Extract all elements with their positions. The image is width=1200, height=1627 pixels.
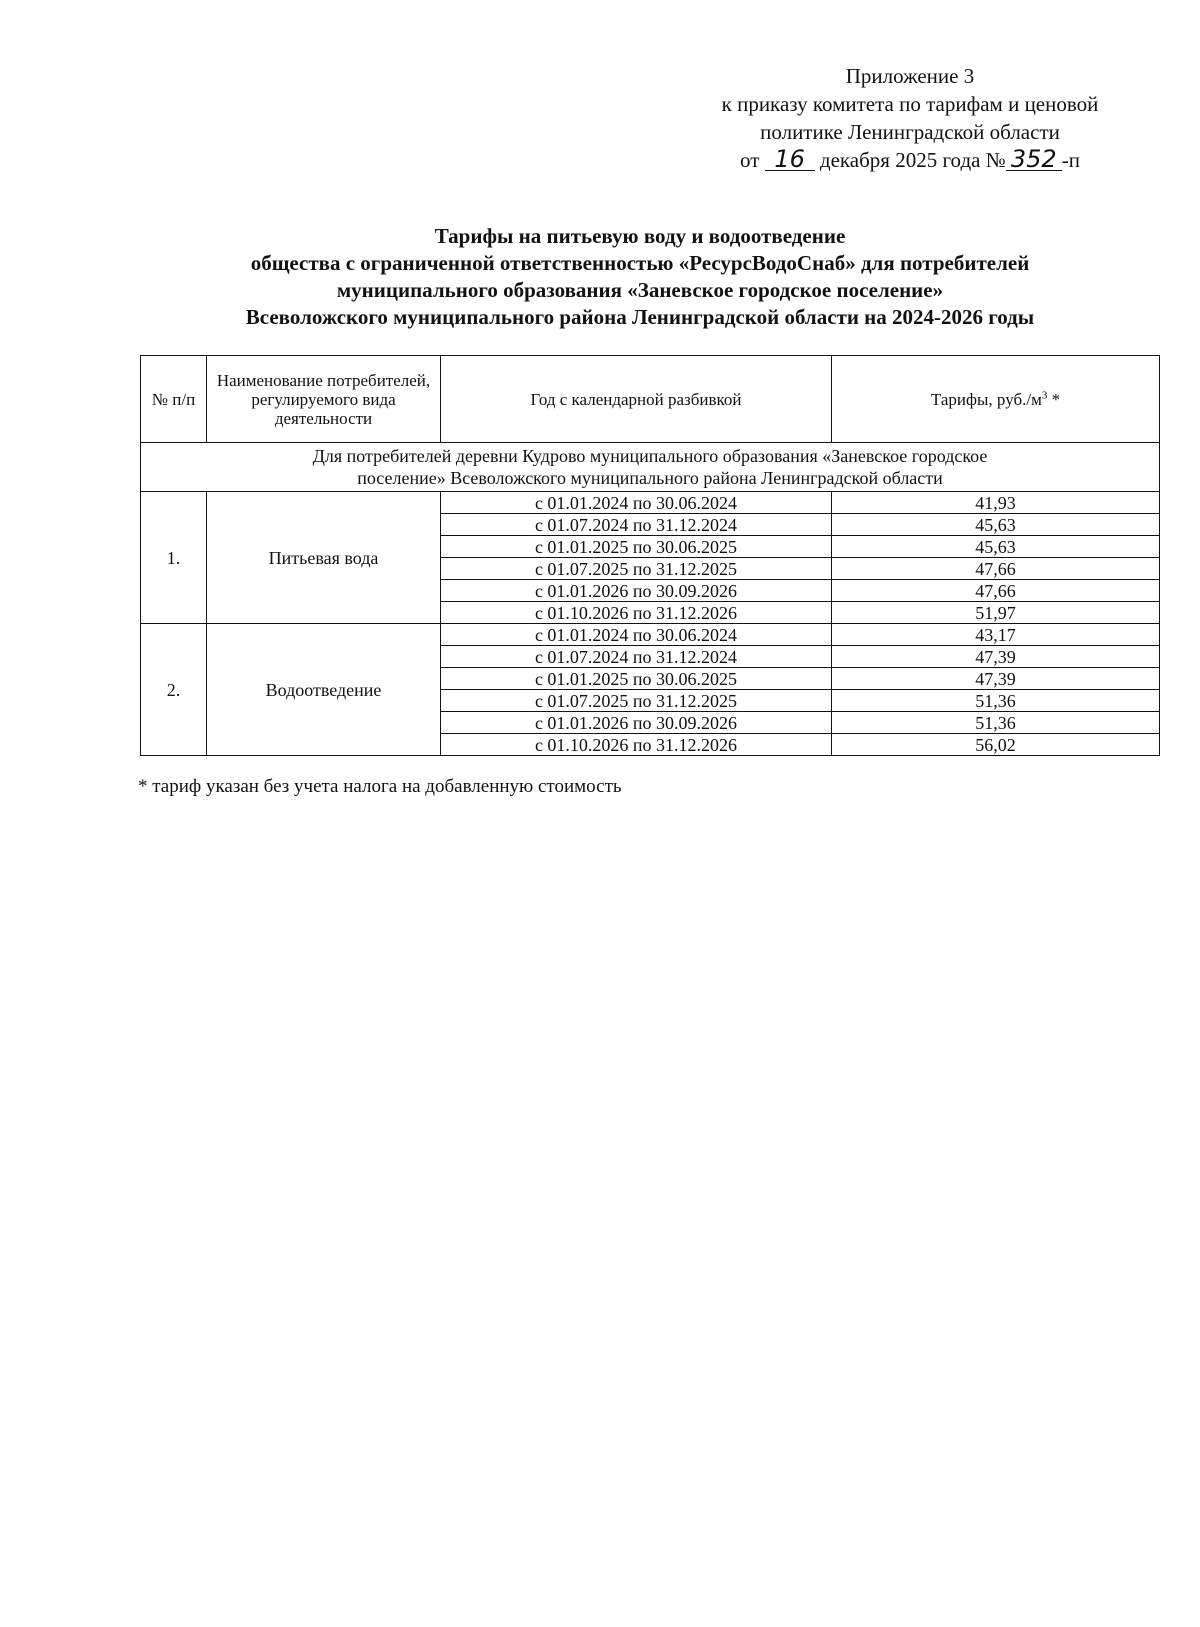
section-heading-line-1: Для потребителей деревни Кудрово муниципального образования «Заневское городское (312, 446, 988, 466)
tariff-cell: 47,39 (832, 646, 1160, 668)
tariff-cell: 51,36 (832, 712, 1160, 734)
period-cell: с 01.01.2024 по 30.06.2024 (441, 624, 832, 646)
section-heading-line-2: поселение» Всеволожского муниципального района Ленинградской области (357, 468, 943, 488)
appendix-title: Приложение 3 (845, 64, 975, 88)
period-cell: с 01.10.2026 по 31.12.2026 (441, 734, 832, 756)
period-cell: с 01.01.2025 по 30.06.2025 (441, 668, 832, 690)
period-cell: с 01.10.2026 по 31.12.2026 (441, 602, 832, 624)
date-prefix: от (740, 148, 760, 172)
period-cell: с 01.07.2024 по 31.12.2024 (441, 646, 832, 668)
handwritten-day: 16 (765, 148, 815, 171)
order-number-suffix: -п (1061, 148, 1080, 172)
section-row (141, 443, 1160, 492)
tariff-cell: 56,02 (832, 734, 1160, 756)
title-line-2: общества с ограниченной ответственностью «РесурсВодоСнаб» для потребителей (250, 251, 1030, 275)
period-cell: с 01.07.2025 по 31.12.2025 (441, 558, 832, 580)
document-title (140, 223, 1140, 331)
header-period: Год с календарной разбивкой (441, 356, 832, 443)
tariff-cell: 41,93 (832, 492, 1160, 514)
row-number-cell: 1. (141, 492, 207, 624)
header-tariff-text: Тарифы, руб./м (930, 389, 1042, 409)
table-header (141, 356, 1160, 443)
title-line-4: Всеволожского муниципального района Ленинградской области на 2024-2026 годы (245, 305, 1035, 329)
period-cell: с 01.07.2024 по 31.12.2024 (441, 514, 832, 536)
table-body (141, 443, 1160, 756)
tariff-table (140, 355, 1160, 756)
period-cell: с 01.01.2026 по 30.09.2026 (441, 712, 832, 734)
appendix-block (660, 62, 1160, 174)
tariff-cell: 45,63 (832, 536, 1160, 558)
appendix-order-line: к приказу комитета по тарифам и ценовой (721, 92, 1099, 116)
row-number-cell: 2. (141, 624, 207, 756)
table-row (141, 492, 1160, 514)
service-name-cell: Питьевая вода (207, 492, 441, 624)
header-tariff (832, 356, 1160, 443)
period-cell: с 01.01.2024 по 30.06.2024 (441, 492, 832, 514)
period-cell: с 01.01.2025 по 30.06.2025 (441, 536, 832, 558)
section-heading (141, 443, 1160, 492)
header-tariff-superscript: 3 (1041, 388, 1048, 401)
tariff-cell: 47,66 (832, 580, 1160, 602)
handwritten-order-number: 352 (1006, 148, 1062, 171)
title-line-1: Тарифы на питьевую воду и водоотведение (434, 224, 846, 248)
tariff-cell: 47,39 (832, 668, 1160, 690)
tariff-cell: 43,17 (832, 624, 1160, 646)
header-number: № п/п (141, 356, 207, 443)
title-line-3: муниципального образования «Заневское городское поселение» (336, 278, 944, 302)
tariff-cell: 47,66 (832, 558, 1160, 580)
period-cell: с 01.07.2025 по 31.12.2025 (441, 690, 832, 712)
tariff-cell: 51,97 (832, 602, 1160, 624)
tariff-cell: 51,36 (832, 690, 1160, 712)
appendix-date-line (660, 146, 1160, 174)
service-name-cell: Водоотведение (207, 624, 441, 756)
footnote: * тариф указан без учета налога на добавленную стоимость (138, 776, 622, 797)
date-month-year: декабря 2025 года № (819, 148, 1006, 172)
header-tariff-star: * (1047, 389, 1061, 409)
header-name: Наименование потребителей, регулируемого вида деятельности (207, 356, 441, 443)
period-cell: с 01.01.2026 по 30.09.2026 (441, 580, 832, 602)
tariff-cell: 45,63 (832, 514, 1160, 536)
table-row (141, 624, 1160, 646)
appendix-committee-line: политике Ленинградской области (760, 120, 1060, 144)
